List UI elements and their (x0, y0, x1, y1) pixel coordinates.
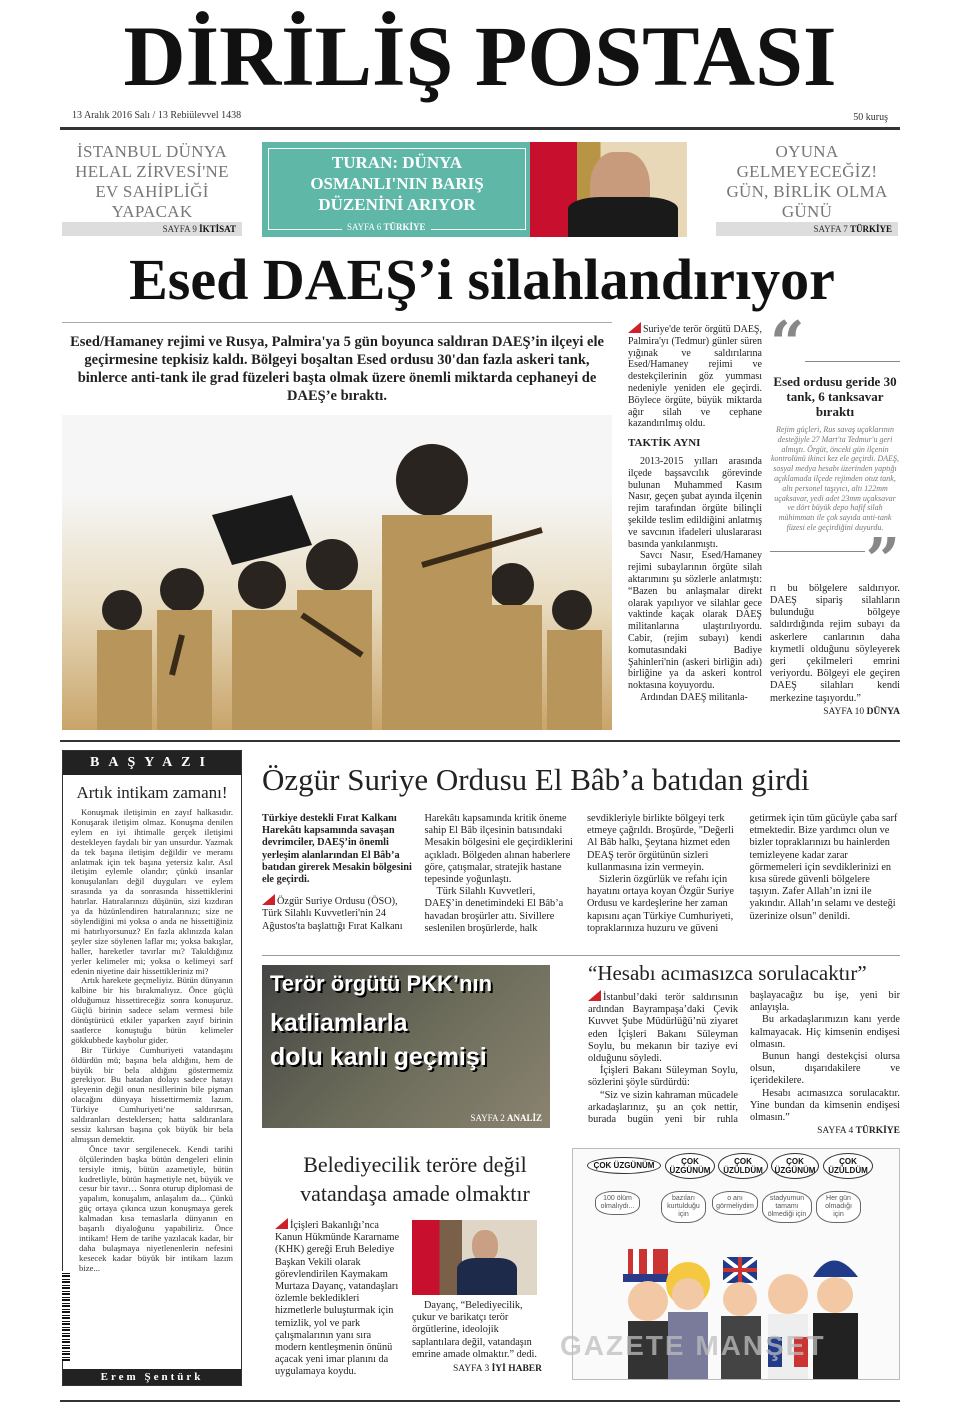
divider (60, 127, 900, 130)
main-headline: Esed DAEŞ’i silahlandırıyor (129, 247, 835, 312)
main-lead: Esed/Hamaney rejimi ve Rusya, Palmira'ya 5 gün boyunca saldıran DAEŞ’in ilçeyi ele geçirmesine tepkisiz kaldı. Bölgeyi boşaltan Esed ordusu 30'dan fazla askeri tank, binlerce anti-tank ile grad füzeleri başta olmak üzere önemli miktarda cephaneyi de DAEŞ’e bıraktı. (70, 334, 604, 404)
teaser-birlik[interactable] (716, 142, 898, 236)
price: 50 kuruş (853, 112, 888, 123)
page-ref: SAYFA 7 TÜRKİYE (716, 222, 898, 236)
hesap-headline: “Hesabı acımasızca sorulacaktır” (588, 961, 867, 985)
divider (60, 1400, 900, 1402)
main-article-body: Suriye'de terör örgütü DAEŞ, Palmira'yı (Tedmur) günler süren yığınak ve saldırılarına Esed/Hamaney rejimi ve destekçilerinin göz yumması nedeniyle yeniden ele geçirdi. Böylece örgüte, büyük miktarda ağır silah ve cephane kazandırılmış oldu. TAKTİK AYNI 2013-2015 yılları arasında ilçede başsavcılık görevinde bulunan Muhammed Kasım Nasır, geçen şubat ayında ilçenin rejim tarafından örgüte bilinçli şekilde teslim edildiğini anlatmış ve savcının ifadeleri uluslararası basında yankılanmıştı. Savcı Nasır, Esed/Hamaney rejimi subaylarının örgüte silah aktarımını şu sözlerle anlatmıştı: “Bazen bu anlaşmalar direkt olarak yapılıyor ve silahlar gece vaktinde kaçak olarak DAEŞ militanlarına ulaştırılıyordu. Cabir, (rejim subayı) kendi komutasındaki Badiye Şahinleri'nin (askeri birliğin adı) birliğine ya da askeri kontrol noktasına koyuyordu. Ardından DAEŞ militanla- (628, 324, 762, 703)
speech-bubble: ÇOK ÜZGÜNÜM (665, 1153, 715, 1179)
close-quote-icon: ” (865, 525, 900, 596)
red-triangle-icon (262, 894, 275, 905)
page-ref: SAYFA 3 İYİ HABER (453, 1364, 542, 1375)
thought-bubble: bazıları kurtulduğu için (661, 1191, 706, 1223)
page-ref: SAYFA 6 TÜRKİYE (342, 222, 431, 232)
speech-bubble: ÇOK ÜZÜLDÜM (823, 1153, 873, 1179)
subhead: TAKTİK AYNI (628, 437, 701, 450)
editorial-title: Artık intikam zamanı! (76, 783, 228, 802)
thought-bubble: 100 ölüm olmalıydı... (595, 1191, 640, 1215)
editorial-label: BAŞYAZI (63, 751, 241, 775)
belediye-body: İçişleri Bakanlığı’nca Kanun Hükmünde Kararname (KHK) gereği Eruh Belediye Başkan Vekili olarak görevlendirilen Kaymakam Murtaza Dayanç, vatandaşları özlemle bekledikleri hizmetlerle buluşturmak için temizlik, yol ve park çalışmalarının yanı sıra modern kentleşmenin önünü açacak yeni imar planını da uygulamaya koydu. (275, 1220, 400, 1378)
open-quote-icon: “ (770, 309, 805, 379)
militants-photo (62, 415, 612, 730)
teaser-title: OYUNA GELMEYECEĞİZ! GÜN, BİRLİK OLMA GÜNÜ (726, 142, 888, 221)
belediye-caption: Dayanç, “Belediyecilik, çukur ve barikatçı terör örgütlerine, ideolojik saplantılara değil, vatandaşın emrine amade olmaktır.” dedi. (412, 1300, 537, 1360)
quote-box (770, 309, 900, 717)
main-article-end: rı bu bölgelere saldırıyor. DAEŞ sipariş silahların bulunduğu bölgeye saldırdığında rejim subayı da askerlere canlarının daha kıymetli olduğunu söyleyerek geri çekilmeleri emrini veriyordu. Bölgeyi ele geçiren DAEŞ silahları kendi merkezine taşıyordu.” (770, 582, 900, 704)
thought-bubble: o anı görmeliydim (712, 1191, 758, 1215)
divider (62, 322, 612, 323)
page-ref: SAYFA 9 İKTİSAT (62, 222, 242, 236)
editorial-body: Konuşmak iletişimin en zayıf halkasıdır. Konuşarak iletişim olmaz. Konuşma denilen eylem en iyi ihtimalle gerçek iletişimi destekleyen faydalı bir yan unsurdur. Yazmak da tek başına iletişim değildir ve meramı anlatmak için tek başına yetersiz kalır. Asıl iletişim eylemle olandır; çünkü insanlar konuşulanları değil duyguları ve eylem sırasında ya da sonrasında hissettiklerini hatırlar. Hatıralarınızı düşünün, sizi kızdıran ya da hüzünlendiren hatıralarınızı; size ne söylendiğini mi yoksa o anda ne hissettiğiniz mi hatırlıyorsunuz? En fazla aklınızda kalan şeyler size söylenen laflar mı; yoksa bakışlar, haller, hareketler tavırlar mı? Takıldığınız yerler kelimeler mi; yoksa o kelimeyi sarf edenin niyetine dair hissettikleriniz mi? Artık harekete geçmeliyiz. Bütün dünyanın kalbine bir his bırakmalıyız. Önce güçlü olduğumuz hissettireceğiz sonra konuşuruz. Güçlü birinin sadece selam vermesi bile dönüştürücü etkiler yaparken zayıf birinin saatlerce konuştuğu bütün kelimeler gökkubbede kaybolur gider. Bir Türkiye Cumhuriyeti vatandaşını öldürdün mü; başına bela aldığını, hem de büyük bir bela aldığını göstermemiz gerekiyor. Bu hatadan dolayı sadece hatayı işleyenin değil onun nesillerinin bile pişman olacağını dünyaya hissettirmemiz lazım. Türkiye Cumhuriyeti’ne saldırırsan, saldıranları desteklersen; hatta saldıranlara sessiz kalırsan başına çok büyük bir bela almışsın demektir. Önce tavır sergilenecek. Kendi tarihi ölçülerinden başka bütün dengeleri elinin tersiyle itmiş, bütün azametiyle, bütün kudretliyle, bütün haşmetiyle net, büyük ve cesur bir tavır… Sonra oturup diplomasi de yapalım, konuşalım, anlaşalım da... Çünkü güç ortaya çıkınca uzun konuşmaya gerek kalmadan kısa temaslarla dünyanın en başarılı diyaloğunu yapabiliriz. Önce intikam! Hem de tarihe yazılacak kadar, bir daha bulaşmaya niyetlenenlerin nefesini kesecek kadar büyük bir intikam lazım bize... (71, 807, 233, 1273)
red-triangle-icon (275, 1218, 288, 1229)
editorial-author: Erem Şentürk (63, 1369, 241, 1385)
dayanc-photo (412, 1220, 537, 1295)
teaser-title: TURAN: DÜNYA OSMANLI'NIN BARIŞ DÜZENİNİ ARIYOR (310, 153, 484, 214)
quote-title: Esed ordusu geride 30 tank, 6 tanksavar bıraktı (773, 374, 897, 419)
turan-photo (530, 142, 687, 237)
teaser-helal[interactable] (62, 142, 242, 236)
teaser-title: İSTANBUL DÜNYA HELAL ZİRVESİ'NE EV SAHİPLİĞİ YAPACAK (75, 142, 229, 221)
speech-bubble: ÇOK ÜZGÜNÜM (587, 1157, 661, 1174)
belediye-headline: Belediyecilik teröre değil vatandaşa amade olmaktır (300, 1152, 530, 1206)
teaser-turan[interactable] (262, 142, 687, 237)
elbab-lead: Türkiye destekli Fırat Kalkanı Harekâtı kapsamında savaşan devrimciler, DAEŞ’in önemli yerleşim alanlarından El Bâb’a batıdan girerek Mesakin bölgesini ele geçirdi. (262, 813, 412, 886)
barcode (62, 1271, 70, 1361)
red-triangle-icon (588, 990, 601, 1001)
issue-date: 13 Aralık 2016 Salı / 13 Rebiülevvel 1438 (72, 110, 242, 121)
editorial-box (62, 750, 242, 1386)
thought-bubble: Her gün olmadığı için (816, 1191, 861, 1223)
watermark: GAZETE MANŞET (560, 1330, 826, 1361)
militants-illustration (62, 415, 612, 730)
red-triangle-icon (628, 322, 641, 333)
pkk-promo[interactable] (262, 965, 550, 1128)
hesap-body: İstanbul’daki terör saldırısının ardından Bayrampaşa’daki Çevik Kuvvet Şube Müdürlüğü’nü ziyaret eden İçişleri Bakanı Süleyman Soylu, bu mekanın bir taziye evi olduğunu söyledi. İçişleri Bakanı Süleyman Soylu, sözlerini şöyle sürdürdü: “Siz ve sizin kahraman mücadele arkadaşlarınız, şu an çok nettir, burada bugün yeni bir ruhla başlayacağız bu işe, yeni bir anlayışla. Bu arkadaşlarımızın kanı yerde kalmayacak. Hiç kimsenin endişesi olmasın. Bunun hangi destekçisi olursa olsun, dışarıdakilere ve içeridekilere. Hesabı acımasızca sorulacaktır. Yine bundan da kimsenin endişesi olmasın.” (588, 990, 900, 1126)
page-ref: SAYFA 2 ANALİZ (470, 1113, 542, 1123)
masthead-title: DİRİLİŞ POSTASI (123, 8, 837, 104)
belediye-caption-block (412, 1300, 542, 1374)
elbab-headline: Özgür Suriye Ordusu El Bâb’a batıdan girdi (262, 762, 810, 797)
hesap-article (588, 960, 900, 1136)
page-ref: SAYFA 4 TÜRKİYE (817, 1126, 900, 1137)
page-ref: SAYFA 10 DÜNYA (823, 706, 900, 717)
speech-bubble: ÇOK ÜZGÜNÜM (771, 1153, 819, 1179)
speech-bubble: ÇOK ÜZÜLDÜM (718, 1153, 768, 1179)
pkk-title-line: dolu kanlı geçmişi (270, 1043, 487, 1071)
pkk-title-line: Terör örgütü PKK’nın (270, 971, 493, 996)
divider (60, 740, 900, 742)
thought-bubble: stadyumun tamamı ölmediği için (762, 1191, 812, 1223)
quote-body: Rejim güçleri, Rus savaş uçaklarının desteğiyle 27 Mart'ta Tedmur'u geri almıştı. Örgüt, önceki gün ilçenin kontrolünü ikinci kez ele geçirdi. DAEŞ, sosyal medya hesabı üzerinden yaptığı açıklamada ilçede rejimden otuz tank, altı personel taşıyıcı, altı 122mm uçaksavar, yedi adet 23mm uçaksavar ve dört büyük depo hafif silah mühimmatı ile çok sayıda anti-tank füzesi ele geçirdiğini duyurdu. (770, 425, 900, 532)
elbab-body: Türkiye destekli Fırat Kalkanı Harekâtı kapsamında savaşan devrimciler, DAEŞ’in önemli yerleşim alanlarından El Bâb’a batıdan girerek Mesakin bölgesini ele geçirdi. Özgür Suriye Ordusu (ÖSO), Türk Silahlı Kuvvetleri'nin 24 Ağustos'ta başlattığı Fırat Kalkanı Harekâtı kapsamında kritik öneme sahip El Bâb ilçesinin batısındaki Mesakin bölgesini ele geçirdiklerini açıkladı. Bölgeden alınan haberlere göre, çatışmalar, stratejik hastane tepesinde yoğunlaştı. Türk Silahlı Kuvvetleri, DAEŞ’in denetimindeki El Bâb’a havadan broşürler attı. Sivillere seslenilen broşürlerde, halk sevdikleriyle birlikte bölgeyi terk etmeye çağrıldı. Broşürde, "Değerli Al Bâb halkı, Şeytana hizmet eden DEAŞ terör örgütünün sizleri kullanmasına izin vermeyin. Sizlerin özgürlük ve refahı için hayatını ortaya koyan Özgür Suriye Ordusu ve kardeşlerine her zaman kapısını açan Türkiye Cumhuriyeti, topraklarınıza huzuru ve güveni getirmek için tüm gücüyle çaba sarf etmektedir. Bize yardımcı olun ve bizler topraklarınızı bu hainlerden temizleyene kadar zarar görmemeleri için sevdiklerinizi en kısa sürede güvenli bölgelere taşıyın. Zafer Allah’ın izni ile yakındır. Allah’ın selamı ve desteği üzerinize olsun" denildi. (262, 813, 898, 934)
divider (262, 955, 900, 956)
pkk-title-line: katliamlarla (270, 1009, 408, 1037)
